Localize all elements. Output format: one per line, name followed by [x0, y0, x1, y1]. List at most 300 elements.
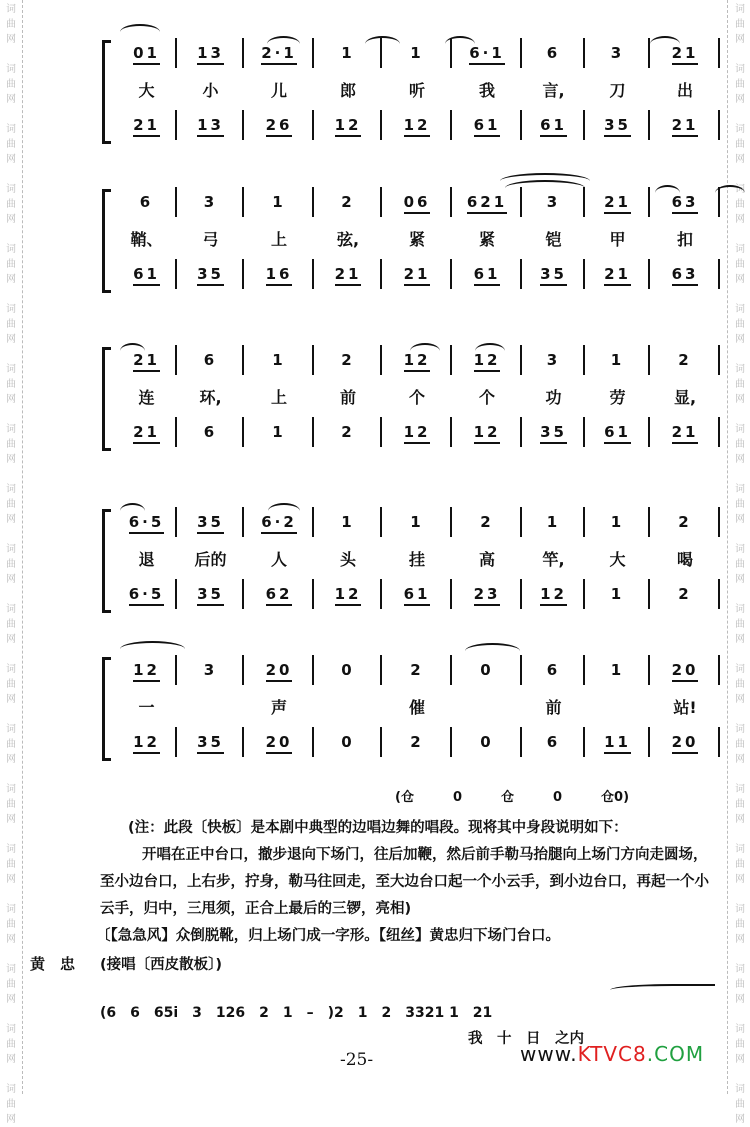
watermark-text: 词曲网	[735, 664, 745, 705]
slur	[410, 343, 440, 359]
note-bottom-text: 11	[604, 733, 631, 754]
system-bracket	[102, 509, 111, 613]
watermark-text: 词曲网	[735, 1024, 745, 1065]
measure-lyric	[382, 547, 452, 570]
measure-note-bottom	[452, 733, 522, 751]
measure-note-top	[650, 351, 720, 369]
measure-note-bottom	[585, 585, 650, 603]
measure-note-top	[314, 513, 382, 531]
note-bottom-text: 23	[474, 585, 501, 606]
watermark-text: 词曲网	[6, 1024, 16, 1065]
note-top-text: 2	[341, 351, 355, 369]
page-number: -25-	[340, 1050, 374, 1070]
measure-lyric	[585, 547, 650, 570]
note-top-text: 0	[480, 661, 494, 679]
measure-lyric	[522, 227, 585, 250]
watermark-text: 词曲网	[735, 424, 745, 465]
note-top-text: 12	[404, 351, 431, 372]
measure-note-bottom	[585, 265, 650, 283]
slur	[610, 984, 715, 994]
watermark-www: www.	[520, 1042, 578, 1066]
note-bottom-text: 20	[266, 733, 293, 754]
note-top-text: 21	[604, 193, 631, 214]
left-watermark-strip	[0, 0, 23, 1125]
note-top-text: 35	[197, 513, 224, 534]
lyric-text: 郎	[339, 81, 356, 100]
measure-lyric	[522, 695, 585, 718]
slur	[120, 503, 145, 519]
measure-note-bottom	[522, 733, 585, 751]
slur	[365, 36, 400, 52]
watermark-text: 词曲网	[6, 64, 16, 105]
note-top-text: 621	[467, 193, 507, 214]
note-bottom-text: 20	[672, 733, 699, 754]
lyric-text: 紧	[478, 230, 495, 249]
watermark-text: 词曲网	[6, 184, 16, 225]
note-top-text: 2	[480, 513, 494, 531]
note-bottom-text: 35	[197, 585, 224, 606]
measure-lyric	[177, 78, 244, 101]
measure-note-bottom	[314, 585, 382, 603]
note-bottom-text: 12	[540, 585, 567, 606]
watermark-text: 词曲网	[735, 904, 745, 945]
watermark-text: 词曲网	[6, 964, 16, 1005]
lyric-text: 前	[339, 388, 356, 407]
measure-note-bottom	[452, 423, 522, 441]
measure-note-bottom	[585, 423, 650, 441]
lyric-text: 声	[270, 698, 287, 717]
system-bracket	[102, 347, 111, 451]
note-bottom-text: 21	[335, 265, 362, 286]
measure-note-top	[522, 351, 585, 369]
measure-note-bottom	[244, 423, 314, 441]
measure-lyric	[244, 78, 314, 101]
lyric-text: 刀	[609, 81, 626, 100]
slur	[715, 185, 745, 201]
watermark-text: 词曲网	[6, 544, 16, 585]
slur	[267, 36, 300, 52]
measure-note-top	[314, 351, 382, 369]
note-bottom-text: 35	[197, 733, 224, 754]
watermark-text: 词曲网	[6, 724, 16, 765]
site-watermark	[520, 1042, 704, 1066]
score-system	[100, 345, 725, 465]
measure-note-bottom	[522, 423, 585, 441]
measure-note-bottom	[382, 733, 452, 751]
measure-note-bottom	[244, 733, 314, 751]
measure-note-bottom	[244, 265, 314, 283]
measure-lyric	[314, 78, 382, 101]
measure-lyric	[118, 78, 175, 101]
role-direction: (接唱〔西皮散板〕)	[100, 957, 223, 973]
note-bottom-text: 61	[133, 265, 160, 286]
note-top-text: 6·2	[261, 513, 297, 534]
measure-lyric	[314, 547, 382, 570]
lyric-text: 站!	[673, 698, 697, 717]
note-top-text: 1	[410, 513, 424, 531]
watermark-text: 词曲网	[6, 604, 16, 645]
measure-note-bottom	[522, 585, 585, 603]
measure-note-bottom	[522, 116, 585, 134]
note-bottom-text: 35	[197, 265, 224, 286]
measure-note-top	[585, 193, 650, 211]
note-top-text: 12	[474, 351, 501, 372]
watermark-text: 词曲网	[735, 304, 745, 345]
lyric-text: 大	[609, 550, 626, 569]
measure-note-bottom	[118, 733, 175, 751]
note-top-text: 6·5	[129, 513, 165, 534]
note-top-text: 1	[610, 351, 625, 369]
measure-note-top	[118, 661, 175, 679]
watermark-text: 词曲网	[735, 244, 745, 285]
note-top-text: 3	[610, 44, 625, 62]
measure-note-bottom	[585, 733, 650, 751]
watermark-text: 词曲网	[735, 364, 745, 405]
final-notes: (6 6 65i 3 126 2 1 – )2 1 2 3321 1 21	[100, 1005, 493, 1021]
note-top-text: 2	[678, 513, 692, 531]
lyric-text: 环,	[199, 388, 222, 407]
watermark-text: 词曲网	[6, 484, 16, 525]
measure-note-bottom	[314, 265, 382, 283]
lyric-text: 大	[138, 81, 155, 100]
note-bottom-text: 12	[474, 423, 501, 444]
measure-note-bottom	[177, 585, 244, 603]
lyric-text: 出	[676, 81, 693, 100]
note-top-text: 2·1	[261, 44, 297, 65]
lyric-text: 高	[478, 550, 495, 569]
note-bottom-text: 21	[133, 423, 160, 444]
measure-note-bottom	[314, 733, 382, 751]
note-bottom-text: 12	[404, 423, 431, 444]
measure-note-top	[522, 513, 585, 531]
measure-note-top	[382, 661, 452, 679]
right-watermark-strip	[727, 0, 750, 1125]
note-top-text: 3	[203, 661, 218, 679]
note-bottom-text: 6	[546, 733, 561, 751]
slur	[120, 343, 145, 359]
note-top-text: 1	[272, 193, 286, 211]
lyric-text: 劳	[609, 388, 626, 407]
lyric-text: 喝	[676, 550, 693, 569]
watermark-text: 词曲网	[6, 364, 16, 405]
watermark-text: 词曲网	[735, 844, 745, 885]
lyric-text: 功	[545, 388, 562, 407]
note-bottom-text: 63	[672, 265, 699, 286]
measure-note-bottom	[382, 116, 452, 134]
measure-lyric	[382, 385, 452, 408]
lyric-text: 上	[270, 388, 287, 407]
note-top-text: 3	[546, 351, 561, 369]
system-bracket	[102, 40, 111, 144]
system-bracket	[102, 189, 111, 293]
lyric-text: 儿	[270, 81, 287, 100]
measure-lyric	[382, 227, 452, 250]
slur	[120, 24, 160, 40]
lyric-text: 后的	[194, 550, 227, 569]
note-bottom-text: 2	[341, 423, 355, 441]
lyric-text: 前	[545, 698, 562, 717]
measure-note-bottom	[585, 116, 650, 134]
note-line-1: (注：此段〔快板〕是本剧中典型的边唱边舞的唱段。现将其中身段说明如下：	[128, 820, 628, 836]
score-system	[100, 187, 725, 307]
measure-note-top	[244, 193, 314, 211]
watermark-text: 词曲网	[6, 424, 16, 465]
watermark-text: 词曲网	[735, 184, 745, 225]
lyric-text: 个	[408, 388, 425, 407]
measure-lyric	[314, 227, 382, 250]
lyric-text: 弓	[202, 230, 219, 249]
lyric-text: 紧	[408, 230, 425, 249]
note-bottom-text: 12	[335, 585, 362, 606]
percussion-line: (仓 0 仓 0 仓0)	[395, 790, 630, 805]
note-top-text: 06	[404, 193, 431, 214]
measure-note-top	[585, 44, 650, 62]
measure-lyric	[585, 385, 650, 408]
measure-note-top	[177, 661, 244, 679]
measure-lyric	[118, 227, 175, 250]
note-top-text: 1	[341, 44, 355, 62]
slur	[268, 503, 300, 519]
note-top-text: 2	[678, 351, 692, 369]
measure-note-bottom	[452, 585, 522, 603]
lyric-text: 甲	[609, 230, 626, 249]
note-bottom-text: 12	[404, 116, 431, 137]
note-bottom-text: 21	[133, 116, 160, 137]
measure-note-bottom	[452, 116, 522, 134]
lyric-text: 铠	[545, 230, 562, 249]
lyric-text: 上	[270, 230, 287, 249]
measure-note-top	[314, 661, 382, 679]
note-top-text: 12	[133, 661, 160, 682]
measure-note-bottom	[244, 585, 314, 603]
note-top-text: 21	[133, 351, 160, 372]
measure-note-top	[177, 513, 244, 531]
lyric-text: 一	[138, 698, 155, 717]
slur	[120, 641, 185, 657]
measure-note-top	[522, 661, 585, 679]
measure-lyric	[650, 695, 720, 718]
note-bottom-text: 0	[341, 733, 355, 751]
lyric-text: 退	[138, 550, 155, 569]
measure-note-bottom	[382, 585, 452, 603]
measure-note-top	[177, 44, 244, 62]
watermark-text: 词曲网	[735, 64, 745, 105]
measure-lyric	[382, 78, 452, 101]
note-top-text: 13	[197, 44, 224, 65]
measure-lyric	[452, 385, 522, 408]
note-bottom-text: 61	[404, 585, 431, 606]
measure-note-bottom	[650, 585, 720, 603]
watermark-text: 词曲网	[735, 544, 745, 585]
measure-note-top	[452, 513, 522, 531]
lyric-text: 竿,	[542, 550, 565, 569]
note-bottom-text: 6·5	[129, 585, 165, 606]
measure-lyric	[244, 695, 314, 718]
watermark-text: 词曲网	[6, 244, 16, 285]
watermark-text: 词曲网	[6, 904, 16, 945]
lyric-text: 我	[478, 81, 495, 100]
note-top-text: 0	[341, 661, 355, 679]
measure-lyric	[118, 695, 175, 718]
lyric-text: 挂	[408, 550, 425, 569]
note-top-text: 6	[203, 351, 218, 369]
watermark-text: 词曲网	[6, 1084, 16, 1125]
measure-note-top	[382, 513, 452, 531]
lyric-text: 弦,	[336, 230, 360, 249]
measure-note-bottom	[650, 423, 720, 441]
role-name: 黄 忠	[30, 955, 76, 973]
note-bottom-text: 12	[133, 733, 160, 754]
measure-note-top	[585, 513, 650, 531]
score-system	[100, 507, 725, 627]
measure-note-bottom	[382, 265, 452, 283]
measure-note-top	[452, 661, 522, 679]
watermark-text: 词曲网	[735, 4, 745, 45]
measure-lyric	[118, 547, 175, 570]
note-bottom-text: 62	[266, 585, 293, 606]
watermark-text: 词曲网	[735, 124, 745, 165]
lyric-text: 个	[478, 388, 495, 407]
note-bottom-text: 61	[540, 116, 567, 137]
note-bottom-text: 6	[203, 423, 218, 441]
slur	[655, 185, 680, 201]
measure-note-top	[650, 513, 720, 531]
measure-note-top	[118, 44, 175, 62]
note-top-text: 6	[139, 193, 154, 211]
measure-note-bottom	[452, 265, 522, 283]
lyric-text: 听	[408, 81, 425, 100]
measure-note-bottom	[177, 116, 244, 134]
measure-lyric	[244, 547, 314, 570]
measure-lyric	[650, 547, 720, 570]
watermark-text: 词曲网	[6, 124, 16, 165]
lyric-text: 头	[339, 550, 356, 569]
measure-note-top	[314, 193, 382, 211]
measure-note-bottom	[382, 423, 452, 441]
note-top-text: 6	[546, 44, 561, 62]
slur	[445, 36, 475, 52]
measure-note-top	[382, 193, 452, 211]
lyric-text: 鞘、	[130, 230, 163, 249]
measure-note-top	[177, 351, 244, 369]
note-bottom-text: 12	[335, 116, 362, 137]
note-top-text: 2	[410, 661, 424, 679]
measure-note-top	[585, 351, 650, 369]
note-bottom-text: 61	[604, 423, 631, 444]
note-top-text: 1	[610, 513, 625, 531]
note-top-text: 20	[672, 661, 699, 682]
lyric-text: 人	[270, 550, 287, 569]
measure-note-top	[650, 661, 720, 679]
measure-note-top	[522, 44, 585, 62]
note-line-3: 〔【急急风】众倒脱靴，归上场门成一字形。【纽丝】黄忠归下场门台口。	[96, 928, 560, 944]
measure-lyric	[177, 547, 244, 570]
measure-lyric	[244, 227, 314, 250]
watermark-text: 词曲网	[735, 1084, 745, 1125]
measure-note-bottom	[650, 265, 720, 283]
measure-note-top	[585, 661, 650, 679]
measure-lyric	[452, 547, 522, 570]
lyric-text: 扣	[676, 230, 693, 249]
note-top-text: 3	[203, 193, 218, 211]
note-line-2: 开唱在正中台口，撤步退向下场门，往后加鞭，然后前手勒马抬腿向上场门方向走圆场，至小边台口，上右步，拧身，勒马往回走，至大边台口起一个小云手，到小边台口，再起一个小云手，归中，三甩须，正合上最后的三锣，亮相)	[100, 847, 709, 917]
final-lyrics: 我 十 日 之内	[468, 1031, 584, 1047]
measure-note-bottom	[118, 423, 175, 441]
measure-note-top	[118, 193, 175, 211]
note-bottom-text: 35	[540, 265, 567, 286]
lyric-text: 催	[408, 698, 425, 717]
measure-lyric	[177, 227, 244, 250]
watermark-text: 词曲网	[735, 964, 745, 1005]
lyric-text: 言,	[542, 81, 565, 100]
note-top-text: 20	[266, 661, 293, 682]
watermark-text: 词曲网	[6, 664, 16, 705]
note-top-text: 1	[410, 44, 424, 62]
measure-lyric	[244, 385, 314, 408]
measure-lyric	[522, 78, 585, 101]
note-bottom-text: 2	[410, 733, 424, 751]
measure-lyric	[585, 227, 650, 250]
note-top-text: 21	[672, 44, 699, 65]
measure-note-top	[177, 193, 244, 211]
note-bottom-text: 21	[672, 116, 699, 137]
watermark-text: 词曲网	[6, 784, 16, 825]
note-bottom-text: 13	[197, 116, 224, 137]
note-bottom-text: 0	[480, 733, 494, 751]
measure-note-bottom	[650, 116, 720, 134]
measure-lyric	[118, 385, 175, 408]
note-top-text: 01	[133, 44, 160, 65]
note-bottom-text: 61	[474, 116, 501, 137]
measure-lyric	[452, 227, 522, 250]
measure-note-top	[244, 661, 314, 679]
note-bottom-text: 61	[474, 265, 501, 286]
measure-note-bottom	[118, 265, 175, 283]
note-bottom-text: 26	[266, 116, 293, 137]
measure-lyric	[522, 385, 585, 408]
measure-note-bottom	[314, 116, 382, 134]
measure-note-bottom	[177, 733, 244, 751]
note-top-text: 1	[272, 351, 286, 369]
measure-lyric	[314, 385, 382, 408]
measure-lyric	[650, 227, 720, 250]
measure-lyric	[522, 547, 585, 570]
note-top-text: 1	[341, 513, 355, 531]
watermark-text: 词曲网	[735, 604, 745, 645]
watermark-text: 词曲网	[735, 724, 745, 765]
measure-lyric	[650, 78, 720, 101]
measure-note-bottom	[244, 116, 314, 134]
slur	[475, 343, 505, 359]
watermark-text: 词曲网	[735, 484, 745, 525]
measure-lyric	[650, 385, 720, 408]
measure-note-bottom	[118, 116, 175, 134]
note-top-text: 63	[672, 193, 699, 214]
note-bottom-text: 2	[678, 585, 692, 603]
measure-note-bottom	[522, 265, 585, 283]
lyric-text: 小	[202, 81, 219, 100]
note-top-text: 3	[546, 193, 561, 211]
measure-lyric	[452, 78, 522, 101]
lyric-text: 连	[138, 388, 155, 407]
measure-note-bottom	[177, 265, 244, 283]
note-bottom-text: 35	[540, 423, 567, 444]
watermark-text: 词曲网	[735, 784, 745, 825]
note-bottom-text: 21	[404, 265, 431, 286]
note-bottom-text: 35	[604, 116, 631, 137]
lyric-text: 显,	[673, 388, 697, 407]
note-top-text: 6·1	[469, 44, 505, 65]
